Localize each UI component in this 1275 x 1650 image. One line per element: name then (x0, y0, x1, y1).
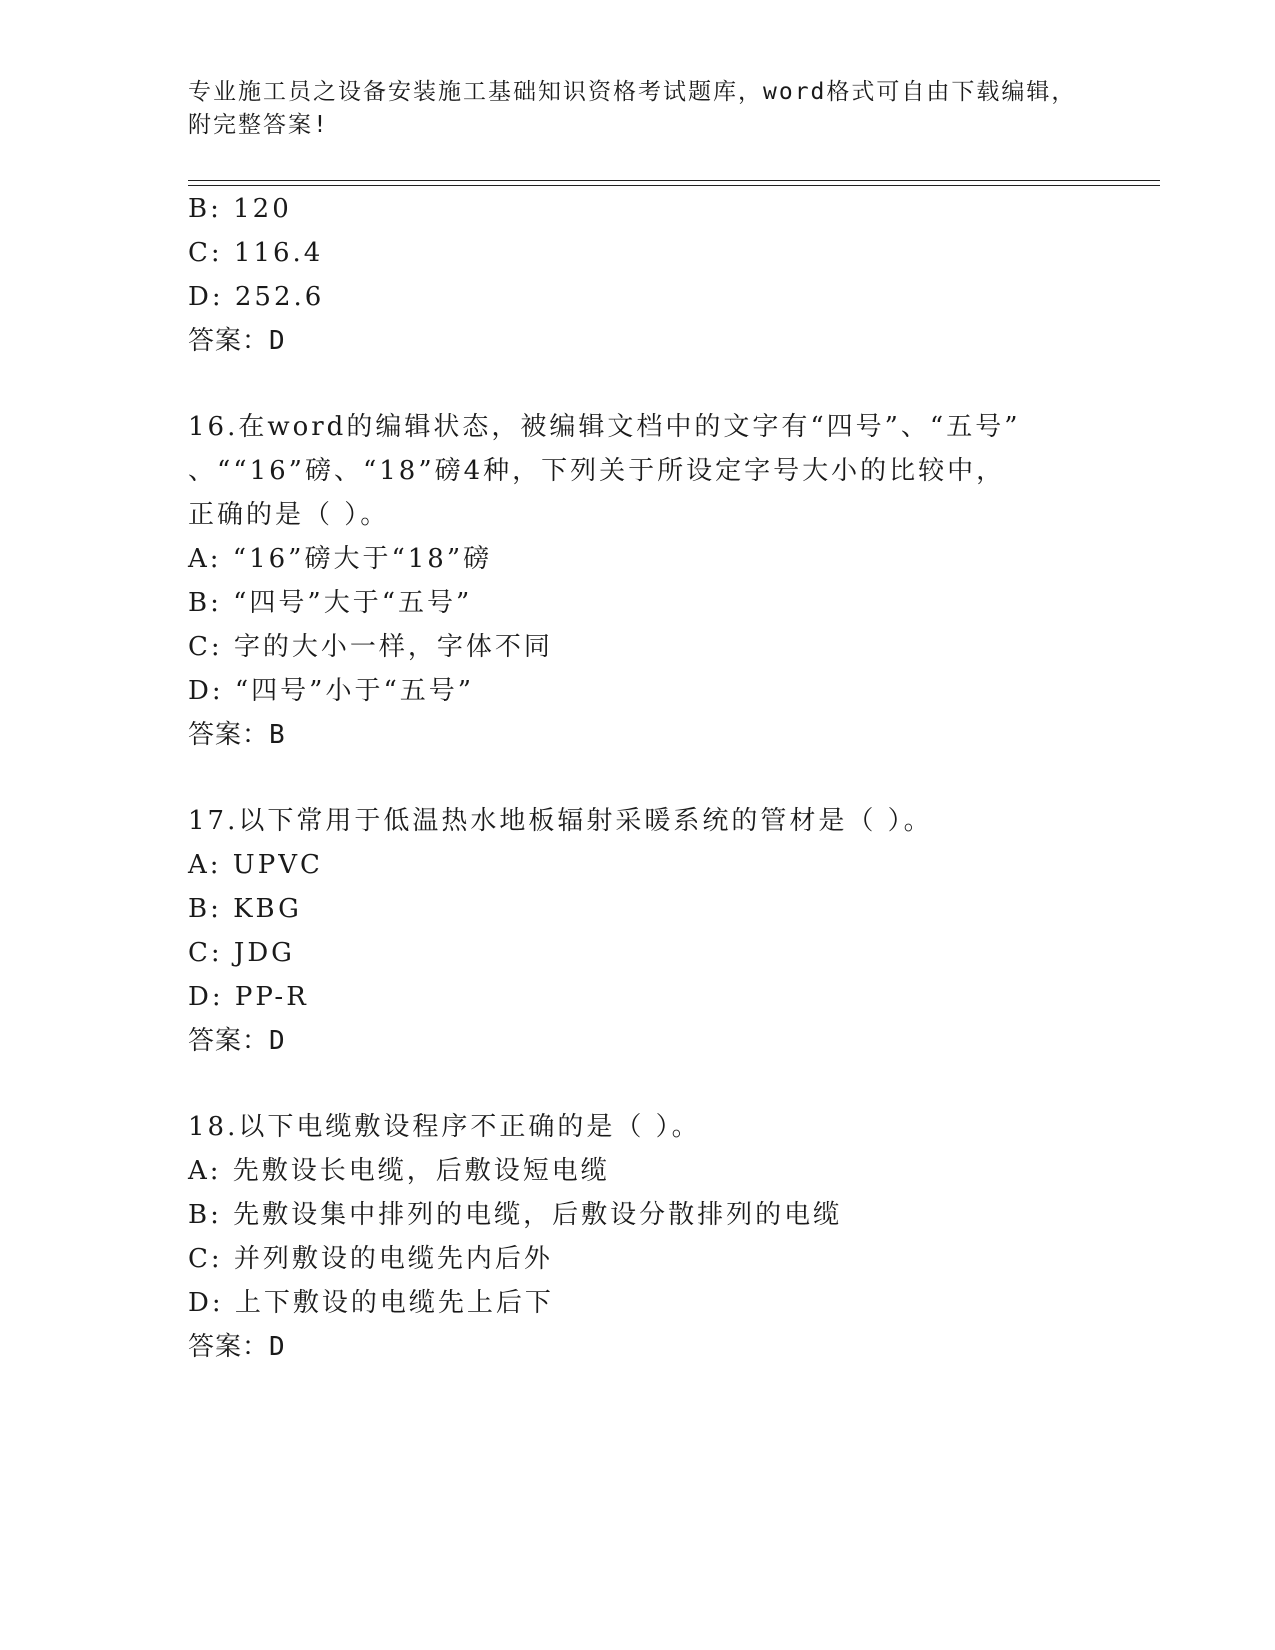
question-18-answer: 答案：D (188, 1332, 286, 1362)
question-17-option-c: C: JDG (188, 938, 295, 968)
header-divider-bottom (188, 185, 1160, 186)
question-18-option-c: C: 并列敷设的电缆先内后外 (188, 1244, 553, 1274)
question-16-stem-line-1: 16.在word的编辑状态，被编辑文档中的文字有“四号”、“五号” (188, 412, 1021, 442)
header-line-1: 专业施工员之设备安装施工基础知识资格考试题库，word格式可自由下载编辑， (188, 79, 1077, 105)
question-17-option-a: A: UPVC (188, 850, 323, 880)
question-16-option-a: A: “16”磅大于“18”磅 (188, 544, 493, 574)
question-17-answer: 答案：D (188, 1026, 286, 1056)
header-divider-top (188, 180, 1160, 181)
question-16-option-b: B: “四号”大于“五号” (188, 588, 473, 618)
question-17-option-b: B: KBG (188, 894, 302, 924)
question-16-option-d: D: “四号”小于“五号” (188, 676, 475, 706)
question-18-option-a: A: 先敷设长电缆，后敷设短电缆 (188, 1156, 610, 1186)
question-16-option-c: C: 字的大小一样，字体不同 (188, 632, 553, 662)
document-header (188, 76, 1088, 142)
question-16-stem-line-2: 、““16”磅、“18”磅4种，下列关于所设定字号大小的比较中， (188, 456, 1006, 486)
question-16-answer: 答案：B (188, 720, 286, 750)
question-17-stem: 17.以下常用于低温热水地板辐射采暖系统的管材是（ ）。 (188, 806, 933, 836)
question-18-option-b: B: 先敷设集中排列的电缆，后敷设分散排列的电缆 (188, 1200, 843, 1230)
option-d: D: 252.6 (188, 282, 325, 312)
answer-label: 答案：D (188, 326, 286, 356)
option-c: C: 116.4 (188, 238, 324, 268)
header-line-2: 附完整答案! (188, 112, 329, 138)
question-18-option-d: D: 上下敷设的电缆先上后下 (188, 1288, 554, 1318)
question-18-stem: 18.以下电缆敷设程序不正确的是（ ）。 (188, 1112, 701, 1142)
option-b: B: 120 (188, 194, 292, 224)
question-16-stem-line-3: 正确的是（ ）。 (188, 500, 390, 530)
question-17-option-d: D: PP-R (188, 982, 309, 1012)
